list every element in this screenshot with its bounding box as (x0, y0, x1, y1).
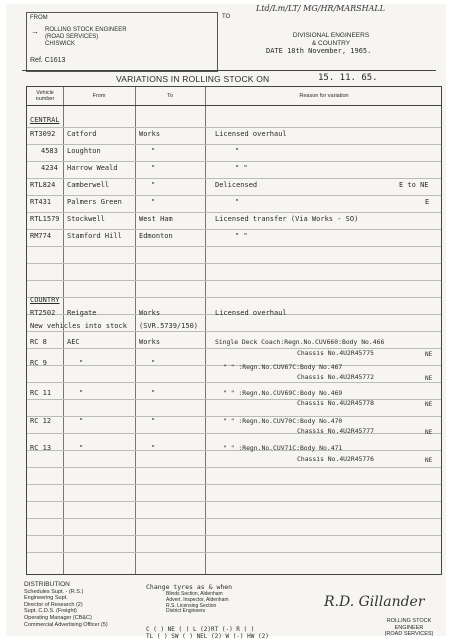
to-value: " (151, 181, 156, 189)
classification-code: E to NE (399, 181, 429, 189)
table-rule (27, 535, 441, 536)
reason-value: " (235, 147, 240, 155)
from-address (45, 27, 127, 48)
from-value: Loughton (67, 147, 101, 155)
blinds-item: Blinds Section, Aldenham (166, 591, 223, 597)
from-value: " (79, 444, 84, 452)
coach-registration: " " :Regn.No.CUV69C:Body No.469 (223, 389, 343, 397)
from-line: (ROAD SERVICES) (45, 34, 99, 40)
classification-code: NE (425, 457, 433, 464)
table-rule (27, 433, 441, 434)
chassis-number: Chassis No.4U2R45777 (297, 427, 374, 435)
vehicle-number: RTL824 (30, 181, 56, 189)
from-value: Camberwell (67, 181, 110, 189)
table-rule (27, 195, 441, 196)
arrow-icon: → (31, 27, 39, 36)
to-value: Works (139, 130, 161, 138)
reason-value: " " (235, 232, 248, 240)
chassis-number: Chassis No.4U2R45775 (297, 349, 374, 357)
table-rule (27, 501, 441, 502)
from-value: " (79, 417, 84, 425)
variations-table (26, 86, 442, 575)
to-line: & COUNTRY (311, 39, 351, 47)
vehicle-number: RC 9 (30, 359, 47, 367)
section-heading-central: CENTRAL (30, 116, 60, 124)
table-rule (27, 246, 441, 247)
classification-code: NE (425, 401, 433, 408)
vehicle-number: 4583 (41, 147, 58, 155)
from-value: " (79, 389, 84, 397)
table-rule (27, 178, 441, 179)
to-value: " (151, 389, 156, 397)
vehicle-number: RC 8 (30, 338, 47, 346)
blinds-item: Advert. Inspector, Aldenham (166, 596, 229, 603)
from-label: FROM (30, 15, 48, 21)
classification-code: NE (425, 375, 433, 382)
table-rule (27, 518, 441, 519)
section-heading-country: COUNTRY (30, 296, 60, 304)
document-page (6, 4, 446, 640)
table-rule (27, 348, 441, 349)
distribution-item: Operating Manager (CB&C) (24, 614, 92, 621)
from-value: Harrow Weald (67, 164, 118, 172)
reason-value: " (235, 198, 240, 206)
reason-value: Licensed overhaul (215, 130, 287, 138)
to-value: " (151, 198, 156, 206)
table-rule (27, 280, 441, 281)
to-line: DIVISIONAL ENGINEERS (292, 32, 370, 39)
table-rule (27, 229, 441, 230)
reason-value: " " (235, 164, 248, 172)
depot-code-line: TL ( ) SW ( ) NEL (2) W (-) HW (2) (146, 633, 269, 640)
distribution-item: Engineering Supt. (24, 595, 68, 602)
vehicle-number: RC 11 (30, 389, 52, 397)
table-rule (27, 399, 441, 400)
to-value: Works (139, 338, 161, 346)
memo-date: DATE 18th November, 1965. (266, 47, 372, 55)
to-value: " (151, 164, 156, 172)
to-value: " (151, 417, 156, 425)
vehicle-number: RT431 (30, 198, 52, 206)
table-rule (27, 467, 441, 468)
to-value: Edmonton (139, 232, 173, 240)
col-header-vehicle: Vehicle number (35, 90, 55, 102)
from-value: Stockwell (67, 215, 105, 223)
distribution-item: Commercial Advertising Officer (5) (24, 621, 108, 628)
from-line: CHISWICK (45, 41, 75, 47)
from-line: ROLLING STOCK ENGINEER (45, 27, 127, 33)
blinds-item: District Engineers (166, 608, 206, 615)
blinds-distribution (166, 592, 229, 615)
reference-number: Ref. C1613 (30, 57, 66, 64)
to-value: " (151, 147, 156, 155)
coach-registration: " " :Regn.No.CUV67C:Body No.467 (223, 363, 343, 371)
svr-reference: (SVR.5739/150) (139, 322, 199, 330)
document-title: VARIATIONS IN ROLLING STOCK ON (116, 74, 270, 84)
distribution-list (24, 582, 108, 628)
distribution-item: Supt. C.D.S. (Freight) (24, 608, 77, 615)
distribution-title: DISTRIBUTION (24, 581, 70, 588)
from-value: Reigate (67, 309, 97, 317)
vehicle-number: RT2502 (30, 309, 56, 317)
table-rule (27, 331, 441, 332)
table-rule (27, 144, 441, 145)
signature-title: (ROAD SERVICES) (384, 631, 434, 637)
coach-registration: Single Deck Coach:Regn.No.CUV660:Body No.466 (215, 338, 385, 346)
from-value: Catford (67, 130, 97, 138)
table-rule (27, 212, 441, 213)
from-box (26, 12, 218, 72)
vehicle-number: RTL1579 (30, 215, 60, 223)
reason-value: Licensed overhaul (215, 309, 287, 317)
coach-registration: " " :Regn.No.CUV70C:Body No.470 (223, 417, 343, 425)
table-rule (27, 382, 441, 383)
classification-code: E (425, 198, 430, 206)
handwritten-addressees: Ltd/Lm/LT/ MG/HR/MARSHALL (256, 4, 385, 13)
table-rule (27, 484, 441, 485)
to-value: " (151, 359, 156, 367)
chassis-number: Chassis No.4U2R45772 (297, 373, 374, 381)
distribution-item: Schedules Supt. - (R.S.) (24, 588, 84, 595)
to-value: " (151, 444, 156, 452)
table-rule (27, 297, 441, 298)
chassis-number: Chassis No.4U2R45778 (297, 399, 374, 407)
to-value: West Ham (139, 215, 173, 223)
depot-code-line: C ( ) NE ( ) L (2)RT (-) R ( ) (146, 626, 255, 633)
to-address (246, 32, 416, 47)
signature: R.D. Gillander (324, 594, 425, 610)
table-rule (27, 127, 441, 128)
coach-registration: " " :Regn.No.CUV71C:Body No.471 (223, 444, 343, 452)
from-value: AEC (67, 338, 80, 346)
vehicle-number: RC 12 (30, 417, 52, 425)
header-rule (27, 105, 441, 106)
signature-title: ROLLING STOCK ENGINEER (386, 618, 432, 631)
chassis-number: Chassis No.4U2R45776 (297, 455, 374, 463)
col-header-reason: Reason for variation (299, 93, 349, 99)
reason-value: Licensed transfer (Via Works - SO) (215, 215, 359, 223)
table-rule (27, 161, 441, 162)
distribution-item: Director of Research (2) (24, 601, 83, 608)
signature-block (372, 618, 446, 638)
reason-value: Delicensed (215, 181, 258, 189)
to-value: Works (139, 309, 161, 317)
vehicle-number: RM774 (30, 232, 52, 240)
variation-date: 15. 11. 65. (318, 73, 378, 83)
blinds-item: R.S. Licensing Section (166, 602, 217, 609)
header-divider (22, 70, 436, 71)
table-rule (27, 263, 441, 264)
classification-code: NE (425, 429, 433, 436)
depot-codes (146, 626, 269, 640)
classification-code: NE (425, 351, 433, 358)
vehicle-number: RC 13 (30, 444, 52, 452)
from-value: Palmers Green (67, 198, 122, 206)
table-rule (27, 552, 441, 553)
from-value: Stamford Hill (67, 232, 122, 240)
from-value: " (79, 359, 84, 367)
new-vehicles-note: New vehicles into stock (30, 322, 127, 330)
col-header-from: From (92, 93, 106, 99)
col-header-to: To (167, 93, 173, 99)
vehicle-number: RT3092 (30, 130, 56, 138)
to-label: TO (222, 14, 231, 20)
vehicle-number: 4234 (41, 164, 58, 172)
tyre-change-note: Change tyres as & when (146, 583, 233, 591)
